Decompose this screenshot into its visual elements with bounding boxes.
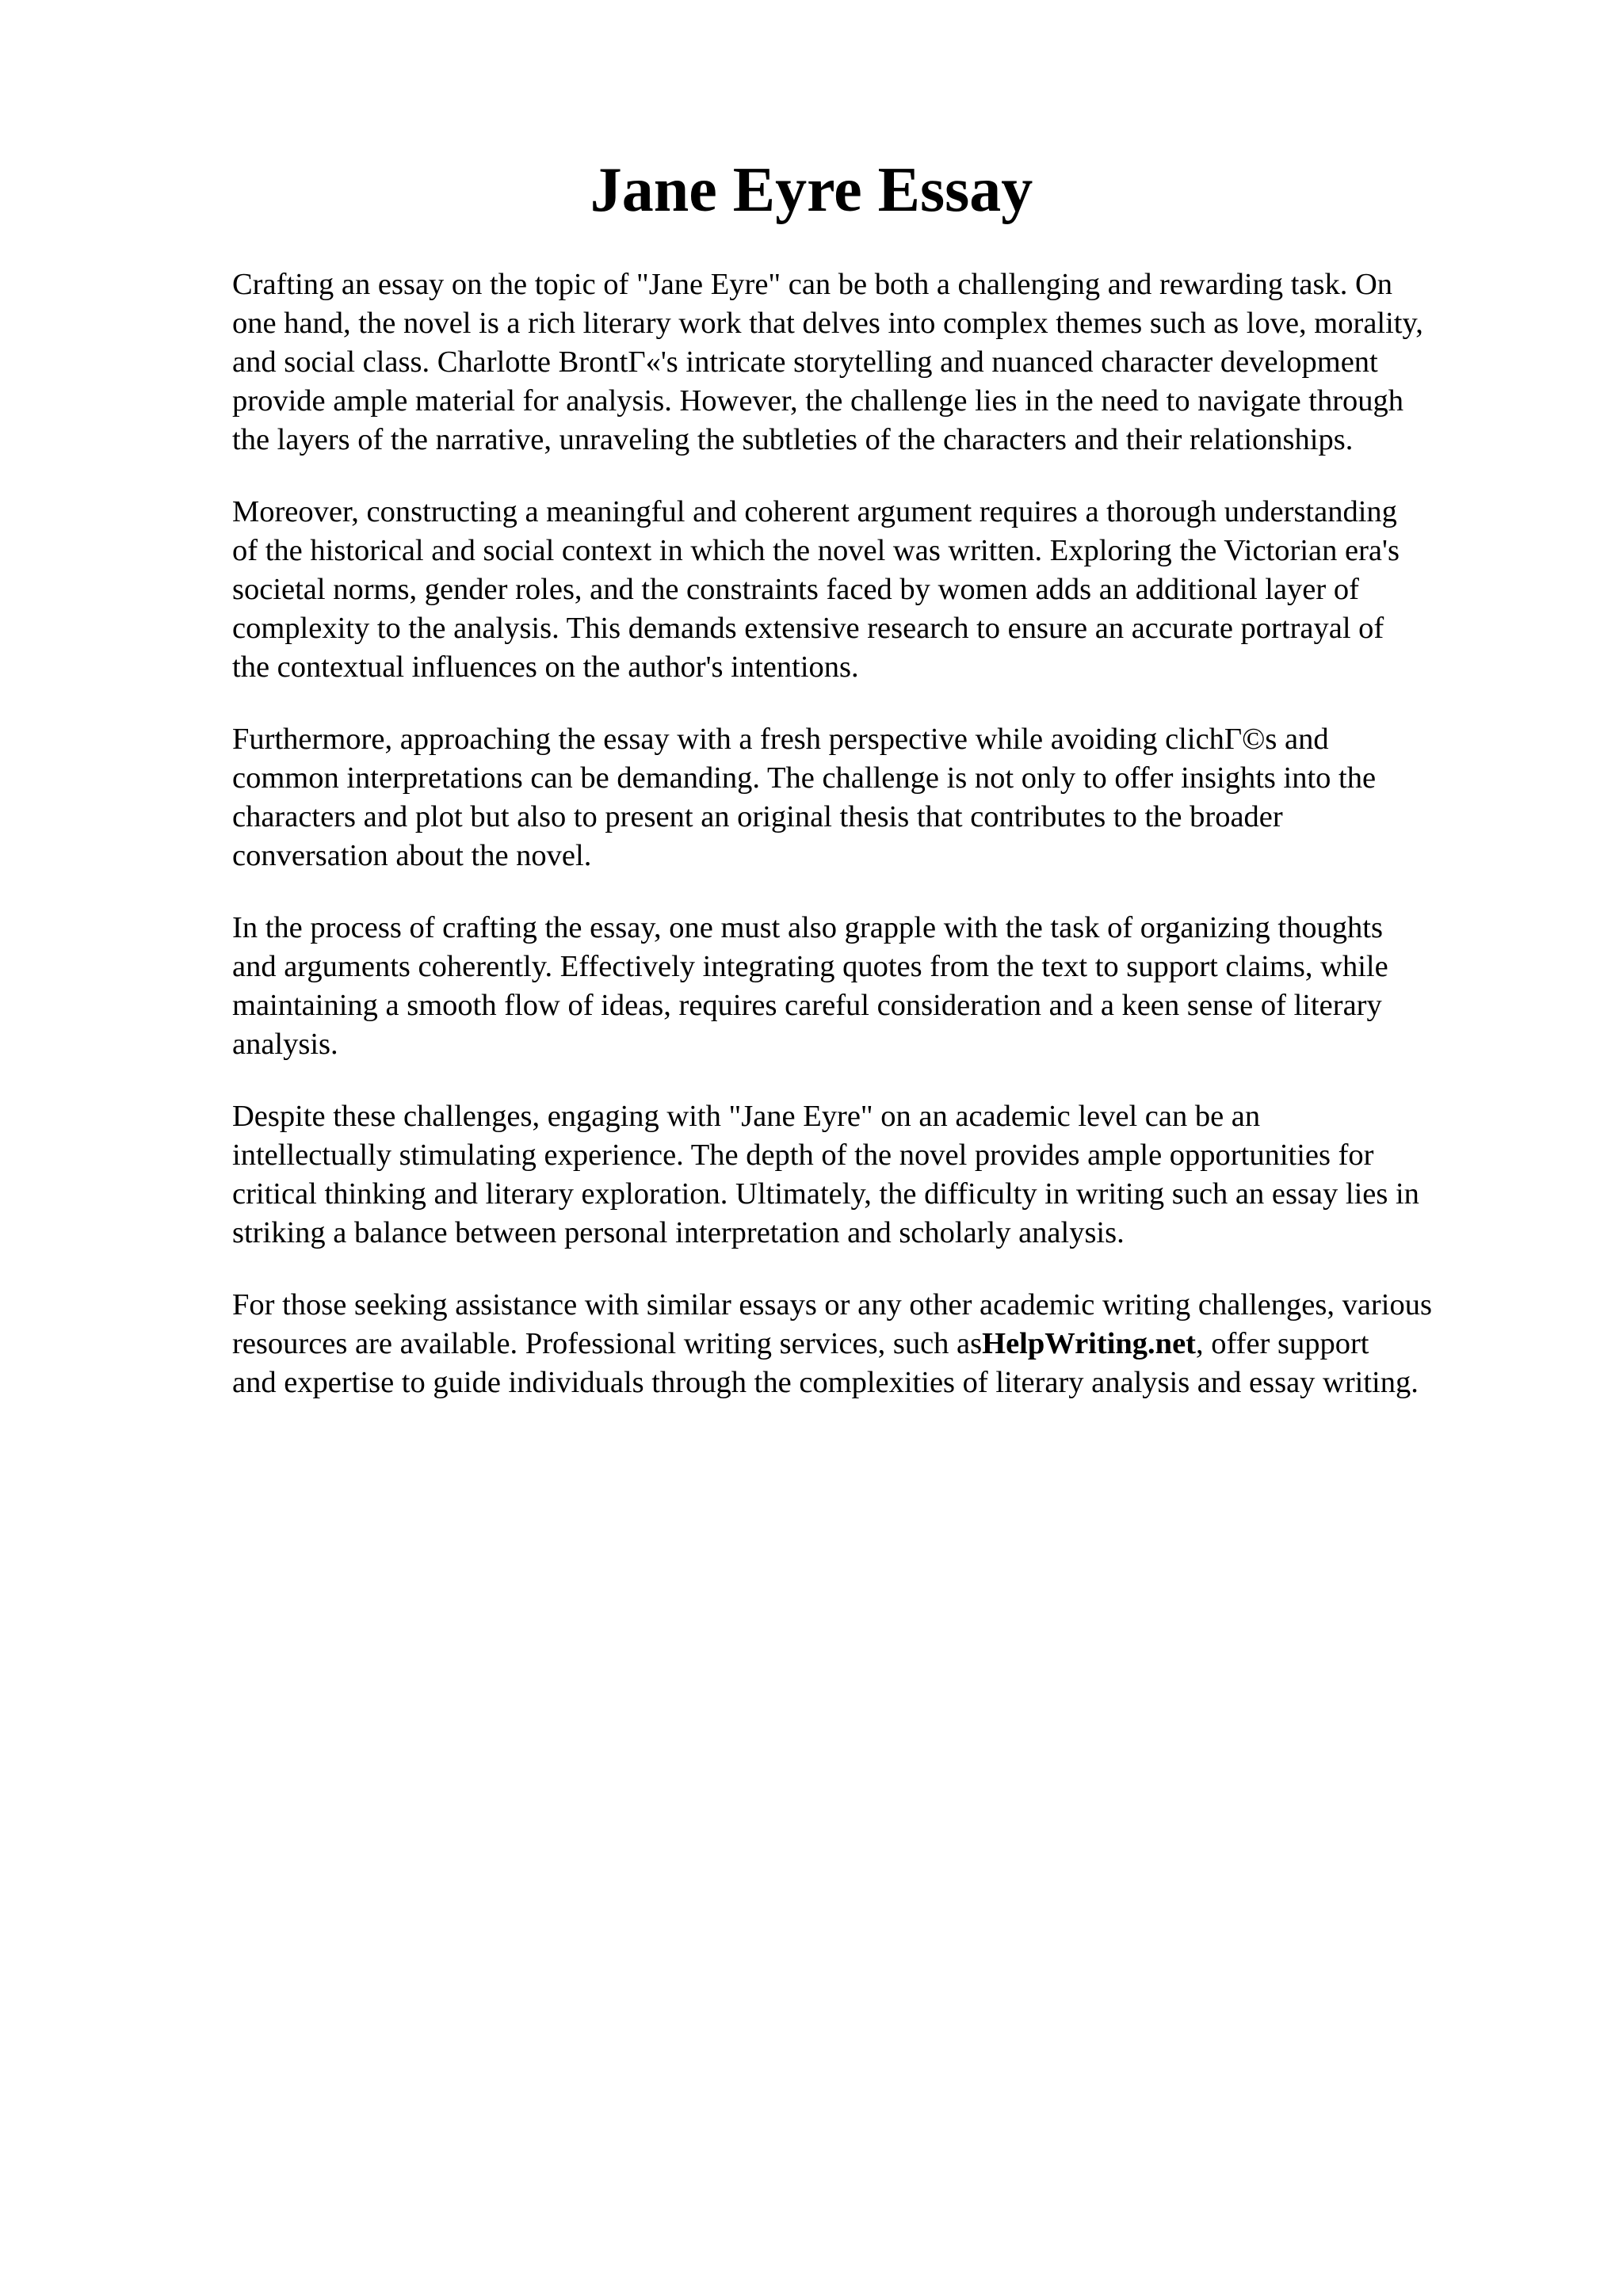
paragraph-line: characters and plot but also to present an original thesis that contributes to the broader [232, 800, 1283, 833]
paragraph-line: common interpretations can be demanding. The challenge is not only to offer insights into the [232, 761, 1377, 795]
paragraph-line-with-link [232, 1325, 1571, 1363]
paragraph-2 [232, 493, 1571, 687]
essay-body [232, 265, 1571, 1436]
paragraph-line: of the historical and social context in which the novel was written. Exploring the Victorian era's [232, 534, 1400, 567]
paragraph-line: provide ample material for analysis. However, the challenge lies in the need to navigate through [232, 384, 1404, 418]
paragraph-line: and expertise to guide individuals through the complexities of literary analysis and essay writing. [232, 1366, 1419, 1399]
paragraph-line: striking a balance between personal interpretation and scholarly analysis. [232, 1216, 1125, 1249]
paragraph-line: Furthermore, approaching the essay with a fresh perspective while avoiding clichΓ©s and [232, 723, 1329, 756]
paragraph-line: conversation about the novel. [232, 839, 592, 872]
page-title: Jane Eyre Essay [590, 155, 1033, 225]
paragraph-line: and arguments coherently. Effectively integrating quotes from the text to support claims, while [232, 950, 1388, 983]
helpwriting-link[interactable]: HelpWriting.net [982, 1327, 1196, 1360]
paragraph-line: Despite these challenges, engaging with "Jane Eyre" on an academic level can be an [232, 1100, 1261, 1133]
paragraph-6 [232, 1286, 1571, 1402]
paragraph-5 [232, 1097, 1571, 1253]
paragraph-4 [232, 909, 1571, 1064]
paragraph-line: maintaining a smooth flow of ideas, requires careful consideration and a keen sense of literary [232, 989, 1382, 1022]
paragraph-line: Crafting an essay on the topic of "Jane Eyre" can be both a challenging and rewarding task. On [232, 268, 1393, 301]
paragraph-line: Moreover, constructing a meaningful and coherent argument requires a thorough understanding [232, 495, 1397, 528]
paragraph-1 [232, 265, 1571, 460]
paragraph-line: one hand, the novel is a rich literary work that delves into complex themes such as love, morality, [232, 307, 1423, 340]
paragraph-line: complexity to the analysis. This demands extensive research to ensure an accurate portrayal of [232, 612, 1384, 645]
paragraph-line: the layers of the narrative, unraveling the subtleties of the characters and their relationships. [232, 423, 1354, 456]
paragraph-line: analysis. [232, 1028, 338, 1061]
paragraph-line: and social class. Charlotte BrontΓ«'s intricate storytelling and nuanced character development [232, 345, 1378, 379]
paragraph-line: In the process of crafting the essay, one must also grapple with the task of organizing thoughts [232, 911, 1383, 944]
paragraph-3 [232, 720, 1571, 875]
paragraph-line: critical thinking and literary exploration. Ultimately, the difficulty in writing such an essay lies in [232, 1177, 1419, 1211]
paragraph-line: For those seeking assistance with similar essays or any other academic writing challenges, various [232, 1288, 1432, 1322]
paragraph-line: societal norms, gender roles, and the constraints faced by women adds an additional layer of [232, 573, 1359, 606]
line-text-before-link: resources are available. Professional writing services, such as [232, 1327, 983, 1360]
line-text-after-link: , offer support [1196, 1327, 1369, 1360]
paragraph-line: the contextual influences on the author's intentions. [232, 650, 859, 684]
paragraph-line: intellectually stimulating experience. The depth of the novel provides ample opportunities for [232, 1138, 1374, 1172]
